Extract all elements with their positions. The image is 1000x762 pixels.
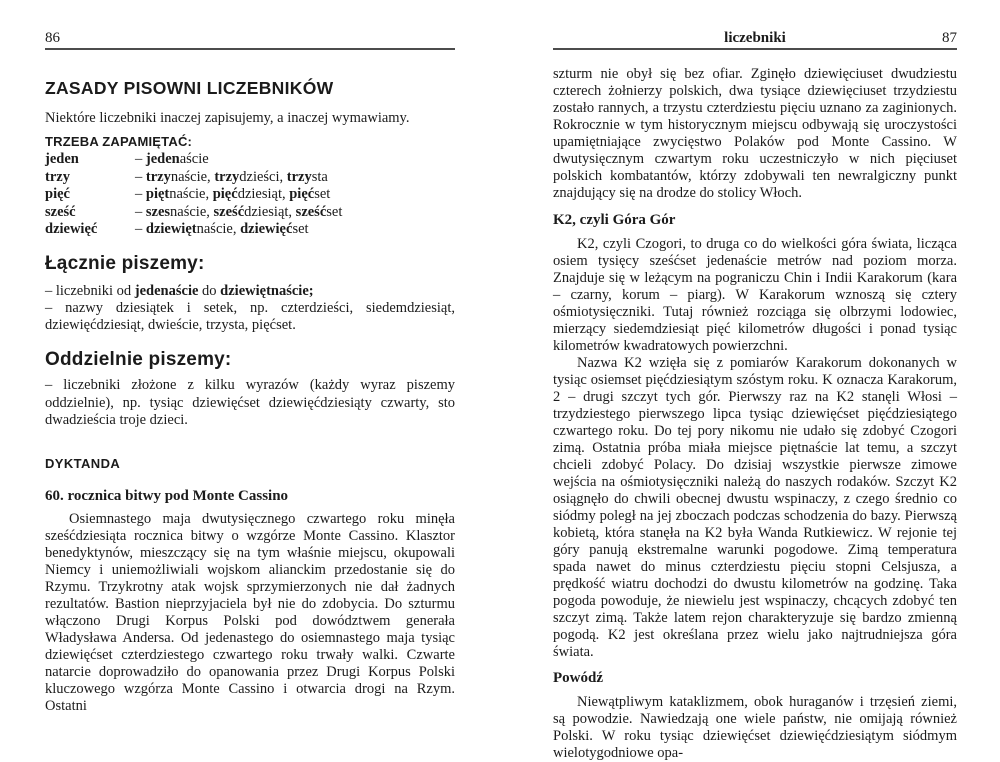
numeral-forms: – dziewiętnaście, dziewięćset: [135, 221, 309, 237]
running-head: liczebniki: [724, 30, 786, 46]
numeral-word: sześć: [45, 203, 76, 220]
numeral-word: dziewięć: [45, 221, 98, 237]
numeral-word: trzy: [45, 168, 70, 185]
numeral-forms: – piętnaście, pięćdziesiąt, pięćset: [135, 186, 331, 202]
dictation-paragraph: Nazwa K2 wzięła się z pomiarów Karakorum dokonanych w tysiąc osiemset pięćdziesiątym szóstym roku. K oznacza Karakorum, 2 – drugi szczyt tych gór. Pierwszy raz na K2 stanęli Włosi – trzydziestego pierwszego lipca tysiąc dziewięćset pięćdziesiątego czwartego roku. Do tej pory nikomu nie udało się zdobyć Czogori zimą. Ostatnia próba miała miejsce piętnaście lat temu, a szczyt chcieli zdobyć Polacy. Do dzisiaj wszystkie pierwsze zimowe wejścia na ośmiotysięczniki należą do naszych rodaków. Szczyt K2 osiągnęło do chwili obecnej dwustu wspinaczy, z czego średnio co siódmy poległ na jej zboczach podczas schodzenia do bazy. Pierwszą kobietą, która stanęła na K2 była Wanda Rutkiewicz. W rejonie tej góry panują ekstremalne warunki pogodowe. Zimą temperatura spada nawet do minus czterdziestu pięciu stopni Celsjusza, a prędkość wiatru dochodzi do dwustu kilometrów na godzinę. Taka pogoda powoduje, że niewielu jest wspinaczy, chcących zdobyć ten szczyt zimą. Także latem rejon charakteryzuje się bardzo zmienną pogodą. K2 jest określana przez wielu jako najtrudniejsza góra świata.: [553, 355, 957, 660]
intro-text: Niektóre liczebniki inaczej zapisujemy, a inaczej wymawiamy.: [45, 110, 410, 126]
page-number: 87: [942, 30, 957, 46]
dictation-paragraph: Niewątpliwym kataklizmem, obok huraganów i trzęsień ziemi, są powodzie. Nawiedzają one wiele państw, nie omijają również Polski. W roku tysiąc dziewięćset dziewięćdziesiątym siódmym wielotygodniowe opa-: [553, 694, 957, 761]
dyktanda-heading: DYKTANDA: [45, 456, 121, 472]
numeral-forms: – trzynaście, trzydzieści, trzysta: [135, 168, 328, 185]
dictation-paragraph: Osiemnastego maja dwutysięcznego czwartego roku minęła sześćdziesiąta rocznica bitwy o wzgórze Monte Cassino. Klasztor benedyktynów, mieszczący się na tym właśnie miejscu, okupowali Niemcy i uniemożliwiali wojskom alianckim przedostanie się do Rzymu. Trzykrotny atak wojsk sprzymierzonych nie dał żadnych rezultatów. Bastion nieprzyjaciela był nie do zdobycia. Do szturmu włączono Drugi Korpus Polski pod dowództwem generała Władysława Andersa. Od jedenastego do osiemnastego maja tysiąc dziewięćset czterdziestego czwartego roku trwały walki. Czwarte natarcie doprowadziło do opanowania przez Drugi Korpus Polski kluczowego wzgórza Monte Cassino i otwarcia drogi na Rzym. Ostatni: [45, 511, 455, 715]
list-item: [45, 204, 455, 222]
rule-item: – liczebniki złożone z kilku wyrazów (każdy wyraz piszemy oddzielnie), np. tysiąc dziewięćset dziewięćdziesiąty czwarty, sto dwadzieścia troje dzieci.: [45, 377, 455, 428]
numeral-forms: – szesnaście, sześćdziesiąt, sześćset: [135, 203, 343, 220]
page-header-left: [45, 30, 455, 50]
numeral-word: jeden: [45, 151, 79, 167]
list-item: [45, 221, 455, 239]
list-item: [45, 169, 455, 187]
chapter-title: ZASADY PISOWNI LICZEBNIKÓW: [45, 78, 334, 98]
remember-heading: TRZEBA ZAPAMIĘTAĆ:: [45, 134, 193, 149]
dictation-title: 60. rocznica bitwy pod Monte Cassino: [45, 488, 289, 505]
dictation-title: Powódź: [553, 670, 603, 686]
page-header-right: [553, 30, 957, 50]
section-heading-oddzielnie: Oddzielnie piszemy:: [45, 349, 232, 371]
page-right: [553, 30, 957, 762]
rule-item: – nazwy dziesiątek i setek, np. czterdzieści, siedemdziesiąt, dziewięćdziesiąt, dwieście, trzysta, pięćset.: [45, 299, 455, 334]
page-number: 86: [45, 30, 60, 46]
rule-item: – liczebniki od jedenaście do dziewiętnaście;: [45, 282, 314, 299]
numeral-forms: – jedenaście: [135, 151, 209, 167]
remember-list: [45, 151, 455, 239]
list-item: [45, 186, 455, 204]
list-item: [45, 151, 455, 169]
section-heading-lacznie: Łącznie piszemy:: [45, 252, 205, 274]
numeral-word: pięć: [45, 186, 70, 202]
continuation-paragraph: szturm nie obył się bez ofiar. Zginęło dziewięciuset dwudziestu czterech żołnierzy polskich, dwa tysiące dziewięciuset trzydziestu zostało rannych, a trzystu czterdziestu pięciu uznano za zaginionych. Rokrocznie w tym historycznym miejscu odbywają się uroczystości upamiętniające zwycięstwo Polaków pod Monte Cassino. W dwutysięcznym czwartym roku uczestniczyło w nich pięciuset polskich kombatantów, którzy zdobywali ten newralgiczny punkt znajdujący się na drodze do stolicy Włoch.: [553, 66, 957, 201]
dictation-paragraph: K2, czyli Czogori, to druga co do wielkości góra świata, licząca osiem tysięcy sześćset jedenaście metrów nad poziom morza. Znajduje się w leżącym na pograniczu Chin i Indii Karakorum (kara – czarny, korum – piarg). W Karakorum wznoszą się cztery ośmiotysięczniki. Tutaj również rozciąga się olbrzymi lodowiec, mierzący siedemdziesiąt pięć kilometrów długości i ponad tysiąc kilometrów kwadratowych powierzchni.: [553, 236, 957, 354]
page-left: [45, 30, 455, 715]
dictation-title: K2, czyli Góra Gór: [553, 212, 676, 228]
